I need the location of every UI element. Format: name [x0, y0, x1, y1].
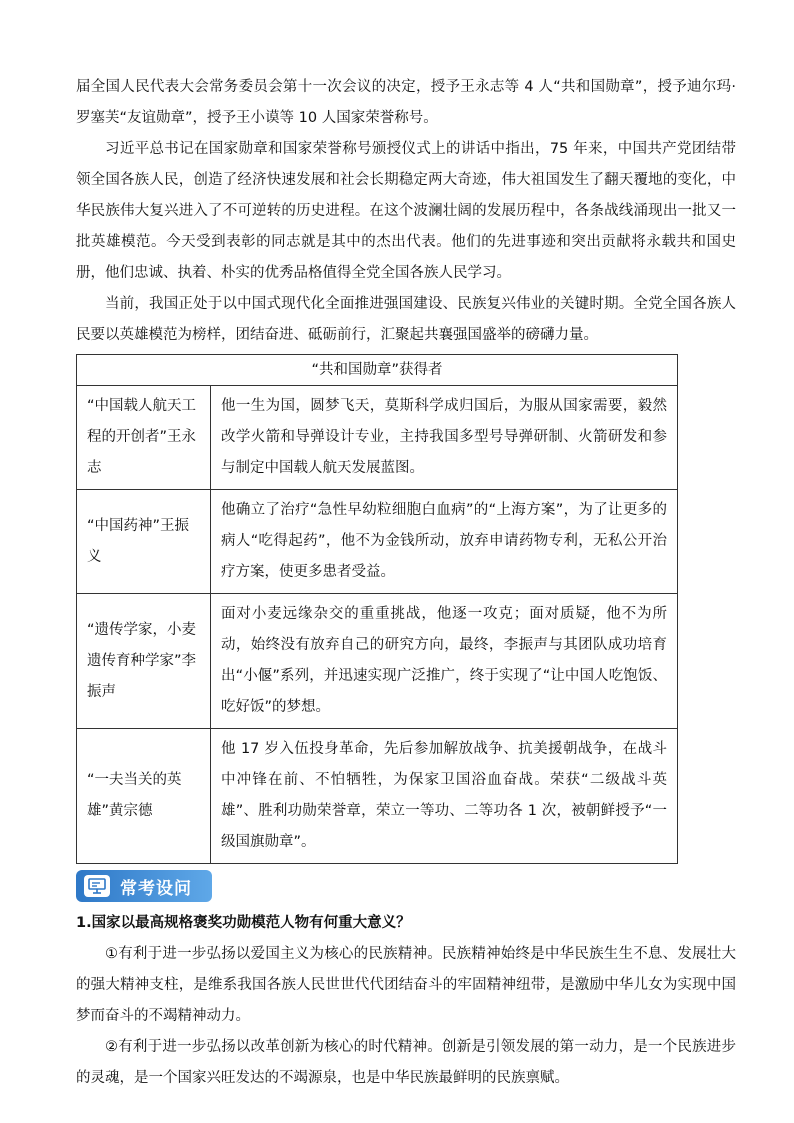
recipient-description: 面对小麦远缘杂交的重重挑战，他逐一攻克；面对质疑，他不为所动，始终没有放弃自己的研究方向，最终，李振声与其团队成功培育出“小偃”系列，并迅速实现广泛推广，终于实现了“让中国人吃饱饭、吃好饭”的梦想。 — [211, 594, 678, 729]
medal-recipients-table — [76, 354, 678, 864]
table-row — [77, 594, 678, 729]
document-page — [76, 72, 736, 1094]
table-header-row — [77, 355, 678, 386]
table-row — [77, 729, 678, 864]
table-title: “共和国勋章”获得者 — [77, 355, 678, 386]
recipient-description: 他一生为国，圆梦飞天，莫斯科学成归国后，为服从国家需要，毅然改学火箭和导弹设计专业，主持我国多型号导弹研制、火箭研发和参与制定中国载人航天发展蓝图。 — [211, 386, 678, 490]
table-row — [77, 386, 678, 490]
paragraph-xi-speech: 习近平总书记在国家勋章和国家荣誉称号颁授仪式上的讲话中指出，75 年来，中国共产党团结带领全国各族人民，创造了经济快速发展和社会长期稳定两大奇迹，伟大祖国发生了翻天覆地的变化，中华民族伟大复兴进入了不可逆转的历史进程。在这个波澜壮阔的发展历程中，各条战线涌现出一批又一批英雄模范。今天受到表彰的同志就是其中的杰出代表。他们的先进事迹和突出贡献将永载共和国史册，他们忠诚、执着、朴实的优秀品格值得全党全国各族人民学习。 — [76, 141, 736, 281]
answer-point-2: ②有利于进一步弘扬以改革创新为核心的时代精神。创新是引领发展的第一动力，是一个民族进步的灵魂，是一个国家兴旺发达的不竭源泉，也是中华民族最鲜明的民族禀赋。 — [76, 1039, 736, 1086]
table-row — [77, 490, 678, 594]
section-badge — [76, 870, 212, 902]
presentation-board-icon — [84, 875, 110, 897]
answer-point-1: ①有利于进一步弘扬以爱国主义为核心的民族精神。民族精神始终是中华民族生生不息、发展壮大的强大精神支柱，是维系我国各族人民世世代代团结奋斗的牢固精神纽带，是激励中华儿女为实现中国梦而奋斗的不竭精神动力。 — [76, 946, 736, 1024]
recipient-name: “遗传学家，小麦遗传育种学家”李振声 — [77, 594, 211, 729]
recipient-name: “中国载人航天工程的开创者”王永志 — [77, 386, 211, 490]
paragraph-current-period: 当前，我国正处于以中国式现代化全面推进强国建设、民族复兴伟业的关键时期。全党全国各族人民要以英雄模范为榜样，团结奋进、砥砺前行，汇聚起共襄强国盛举的磅礴力量。 — [76, 296, 736, 343]
recipient-description: 他确立了治疗“急性早幼粒细胞白血病”的“上海方案”，为了让更多的病人“吃得起药”，他不为金钱所动，放弃申请药物专利，无私公开治疗方案，使更多患者受益。 — [211, 490, 678, 594]
section-badge-label: 常考设问 — [120, 878, 192, 899]
recipient-name: “中国药神”王振义 — [77, 490, 211, 594]
recipient-name: “一夫当关的英雄”黄宗德 — [77, 729, 211, 864]
paragraph-award-decision: 届全国人民代表大会常务委员会第十一次会议的决定，授予王永志等 4 人“共和国勋章”，授予迪尔玛·罗塞芙“友谊勋章”，授予王小谟等 10 人国家荣誉称号。 — [76, 79, 736, 126]
question-title: 1.国家以最高规格褒奖功勋模范人物有何重大意义？ — [76, 915, 411, 931]
recipient-description: 他 17 岁入伍投身革命，先后参加解放战争、抗美援朝战争，在战斗中冲锋在前、不怕牺牲，为保家卫国浴血奋战。荣获“二级战斗英雄”、胜利功勋荣誉章，荣立一等功、二等功各 1 次，被朝鲜授予“一级国旗勋章”。 — [211, 729, 678, 864]
